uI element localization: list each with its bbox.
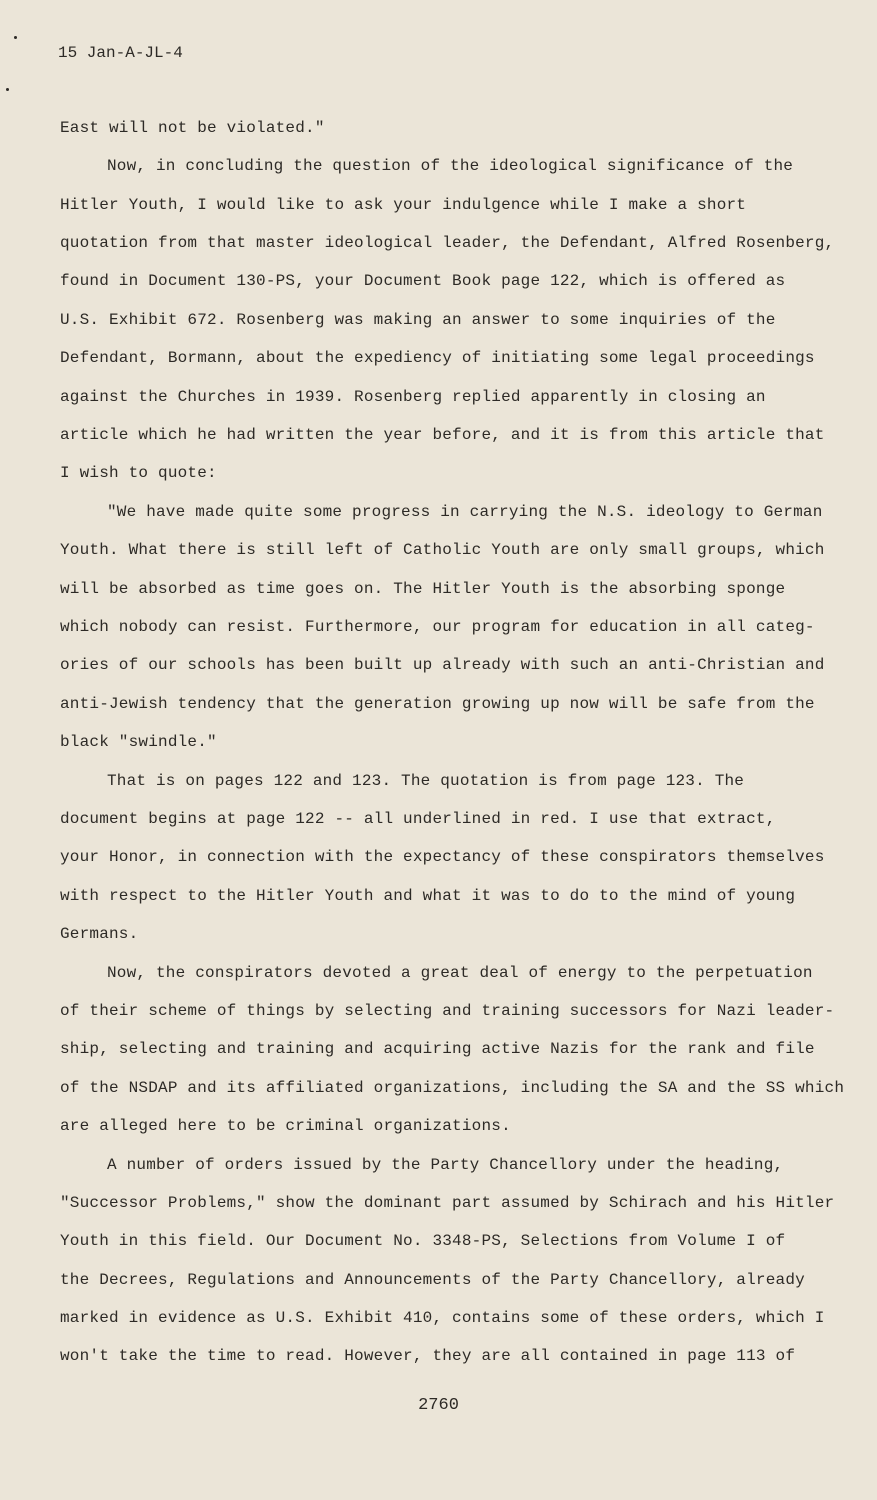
quote-line: black "swindle."	[60, 733, 217, 751]
page-number: 2760	[418, 1396, 459, 1415]
text-line: Now, the conspirators devoted a great deal of energy to the perpetuation	[107, 964, 813, 982]
text-line: Defendant, Bormann, about the expediency of initiating some legal proceedings	[60, 349, 815, 367]
text-line: document begins at page 122 -- all underlined in red. I use that extract,	[60, 810, 776, 828]
quote-line: "We have made quite some progress in carrying the N.S. ideology to German	[107, 503, 823, 521]
text-line: of the NSDAP and its affiliated organizations, including the SA and the SS which	[60, 1079, 845, 1097]
text-line: against the Churches in 1939. Rosenberg replied apparently in closing an	[60, 388, 766, 406]
text-line: the Decrees, Regulations and Announcements of the Party Chancellory, already	[60, 1271, 805, 1289]
text-line: "Successor Problems," show the dominant part assumed by Schirach and his Hitler	[60, 1194, 835, 1212]
text-line: found in Document 130-PS, your Document Book page 122, which is offered as	[60, 272, 786, 290]
edge-mark	[14, 36, 17, 39]
text-line: I wish to quote:	[60, 464, 217, 482]
text-line: your Honor, in connection with the expectancy of these conspirators themselves	[60, 848, 825, 866]
text-line: That is on pages 122 and 123. The quotation is from page 123. The	[107, 772, 745, 790]
quote-line: anti-Jewish tendency that the generation growing up now will be safe from the	[60, 695, 815, 713]
text-line: Now, in concluding the question of the ideological significance of the	[107, 157, 794, 175]
text-line: marked in evidence as U.S. Exhibit 410, contains some of these orders, which I	[60, 1309, 825, 1327]
quote-line: Youth. What there is still left of Catholic Youth are only small groups, which	[60, 541, 825, 559]
text-line: Hitler Youth, I would like to ask your indulgence while I make a short	[60, 196, 747, 214]
text-line: are alleged here to be criminal organizations.	[60, 1117, 511, 1135]
text-line: of their scheme of things by selecting and training successors for Nazi leader-	[60, 1002, 835, 1020]
text-line: with respect to the Hitler Youth and what it was to do to the mind of young	[60, 887, 796, 905]
text-line: U.S. Exhibit 672. Rosenberg was making an answer to some inquiries of the	[60, 311, 776, 329]
text-line: ship, selecting and training and acquiring active Nazis for the rank and file	[60, 1040, 815, 1058]
text-line: Youth in this field. Our Document No. 3348-PS, Selections from Volume I of	[60, 1232, 786, 1250]
text-line: East will not be violated."	[60, 119, 325, 137]
text-line: quotation from that master ideological leader, the Defendant, Alfred Rosenberg,	[60, 234, 835, 252]
document-reference: 15 Jan-A-JL-4	[58, 44, 183, 62]
text-line: article which he had written the year before, and it is from this article that	[60, 426, 825, 444]
text-line: won't take the time to read. However, they are all contained in page 113 of	[60, 1347, 796, 1365]
quote-line: which nobody can resist. Furthermore, our program for education in all categ-	[60, 618, 815, 636]
quote-line: ories of our schools has been built up already with such an anti-Christian and	[60, 656, 825, 674]
quote-line: will be absorbed as time goes on. The Hitler Youth is the absorbing sponge	[60, 580, 786, 598]
edge-mark	[6, 88, 9, 91]
text-line: A number of orders issued by the Party Chancellory under the heading,	[107, 1156, 784, 1174]
text-line: Germans.	[60, 925, 139, 943]
